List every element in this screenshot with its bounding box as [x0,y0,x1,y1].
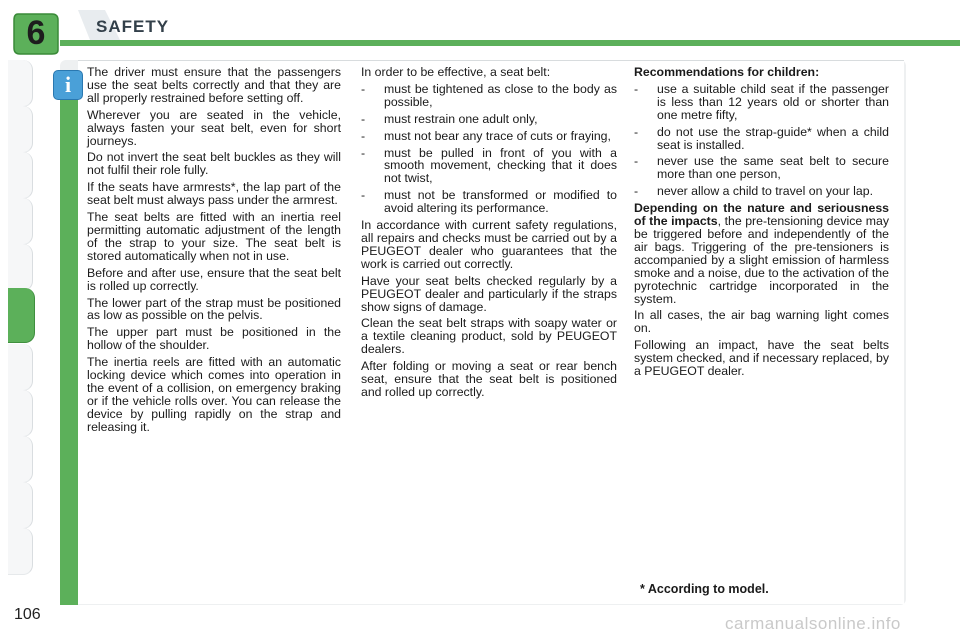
chapter-tabs [8,60,36,580]
chapter-tab-7[interactable] [8,344,33,391]
paragraph: The driver must ensure that the passengers use the seat belts correctly and that they are all properly restrained before setting off. [87,65,341,105]
chapter-tab-4[interactable] [8,198,33,245]
chapter-tab-3[interactable] [8,152,33,199]
chapter-badge[interactable] [12,10,60,56]
children-heading: Recommendations for children: [634,65,820,79]
impact-bold-text: Depending on the nature and seriousness of the impacts [634,201,889,229]
paragraph: After folding or moving a seat or rear bench seat, ensure that the seat belt is positioned and rolled up correctly. [361,359,617,399]
paragraph: Wherever you are seated in the vehicle, always fasten your seat belt, even for short journeys. [87,107,341,148]
paragraph: Clean the seat belt straps with soapy water or a textile cleaning product, sold by PEUGEOT dealers. [361,316,617,357]
impact-text: , the pre-tensioning device may be triggered before and independently of the air bags. Triggering of the pre-tensioners is accompanied by a slight emission of harmless smoke and a noise, due to the activation of the pyrotechnic cartridge incorporated in the system. [634,214,889,306]
paragraph: In accordance with current safety regulations, all repairs and checks must be carried out by a PEUGEOT dealer who guarantees that the work is carried out correctly. [361,218,617,271]
watermark: carmanualsonline.info [725,614,901,633]
chapter-number: 6 [26,14,46,52]
list-item: - do not use the strap-guide* when a child seat is installed. [634,126,889,152]
paragraph: Have your seat belts checked regularly by a PEUGEOT dealer and particularly if the straps show signs of damage. [361,273,617,314]
list-item: - never allow a child to travel on your lap. [634,185,889,198]
paragraph: The seat belts are fitted with an inertia reel permitting automatic adjustment of the length of the strap to your size. The seat belt is stored automatically when not in use. [87,210,341,263]
children-recommendations-list [634,83,889,198]
list-item: - must not be transformed or modified to avoid altering its performance. [361,189,617,215]
paragraph: In all cases, the air bag warning light comes on. [634,308,889,336]
paragraph: The upper part must be positioned in the hollow of the shoulder. [87,325,341,353]
page-number: 106 [14,606,41,623]
page-title: SAFETY [96,17,170,36]
seat-belt-requirements-list [361,83,617,215]
list-item: - must restrain one adult only, [361,113,617,126]
header-decoration [60,10,960,50]
chapter-tab-1[interactable] [8,60,33,107]
chapter-tab-9[interactable] [8,436,33,483]
list-item: - must be tightened as close to the body as possible, [361,83,617,109]
column-3 [634,66,889,382]
paragraph: Following an impact, have the seat belts system checked, and if necessary replaced, by a PEUGEOT dealer. [634,338,889,379]
paragraph: Before and after use, ensure that the seat belt is rolled up correctly. [87,265,341,293]
chapter-tab-10[interactable] [8,482,33,529]
info-icon: i [53,70,83,100]
chapter-tab-11[interactable] [8,528,33,575]
info-strip [60,96,78,605]
chapter-tab-6-active[interactable] [8,288,35,343]
list-item: - must not bear any trace of cuts or fraying, [361,130,617,143]
list-item: - must be pulled in front of you with a smooth movement, checking that it does not twist, [361,147,617,186]
chapter-tab-2[interactable] [8,106,33,153]
column-1 [87,66,341,438]
list-item: - use a suitable child seat if the passenger is less than 12 years old or shorter than one metre fifty, [634,83,889,122]
chapter-tab-5[interactable] [8,244,33,291]
impact-paragraph [634,202,889,305]
paragraph: The inertia reels are fitted with an automatic locking device which comes into operation in the event of a collision, on emergency braking or if the vehicle rolls over. You can release the device by pulling rapidly on the strap and releasing it. [87,355,341,434]
paragraph: Do not invert the seat belt buckles as they will not fulfil their role fully. [87,150,341,178]
paragraph: The lower part of the strap must be positioned as low as possible on the pelvis. [87,295,341,323]
column-2 [361,66,617,403]
paragraph: If the seats have armrests*, the lap part of the seat belt must always pass under the armrest. [87,180,341,208]
list-item: - never use the same seat belt to secure more than one person, [634,155,889,181]
footnote: * According to model. [640,582,769,596]
chapter-tab-8[interactable] [8,390,33,437]
header-bar [60,10,960,50]
list-intro: In order to be effective, a seat belt: [361,65,551,79]
